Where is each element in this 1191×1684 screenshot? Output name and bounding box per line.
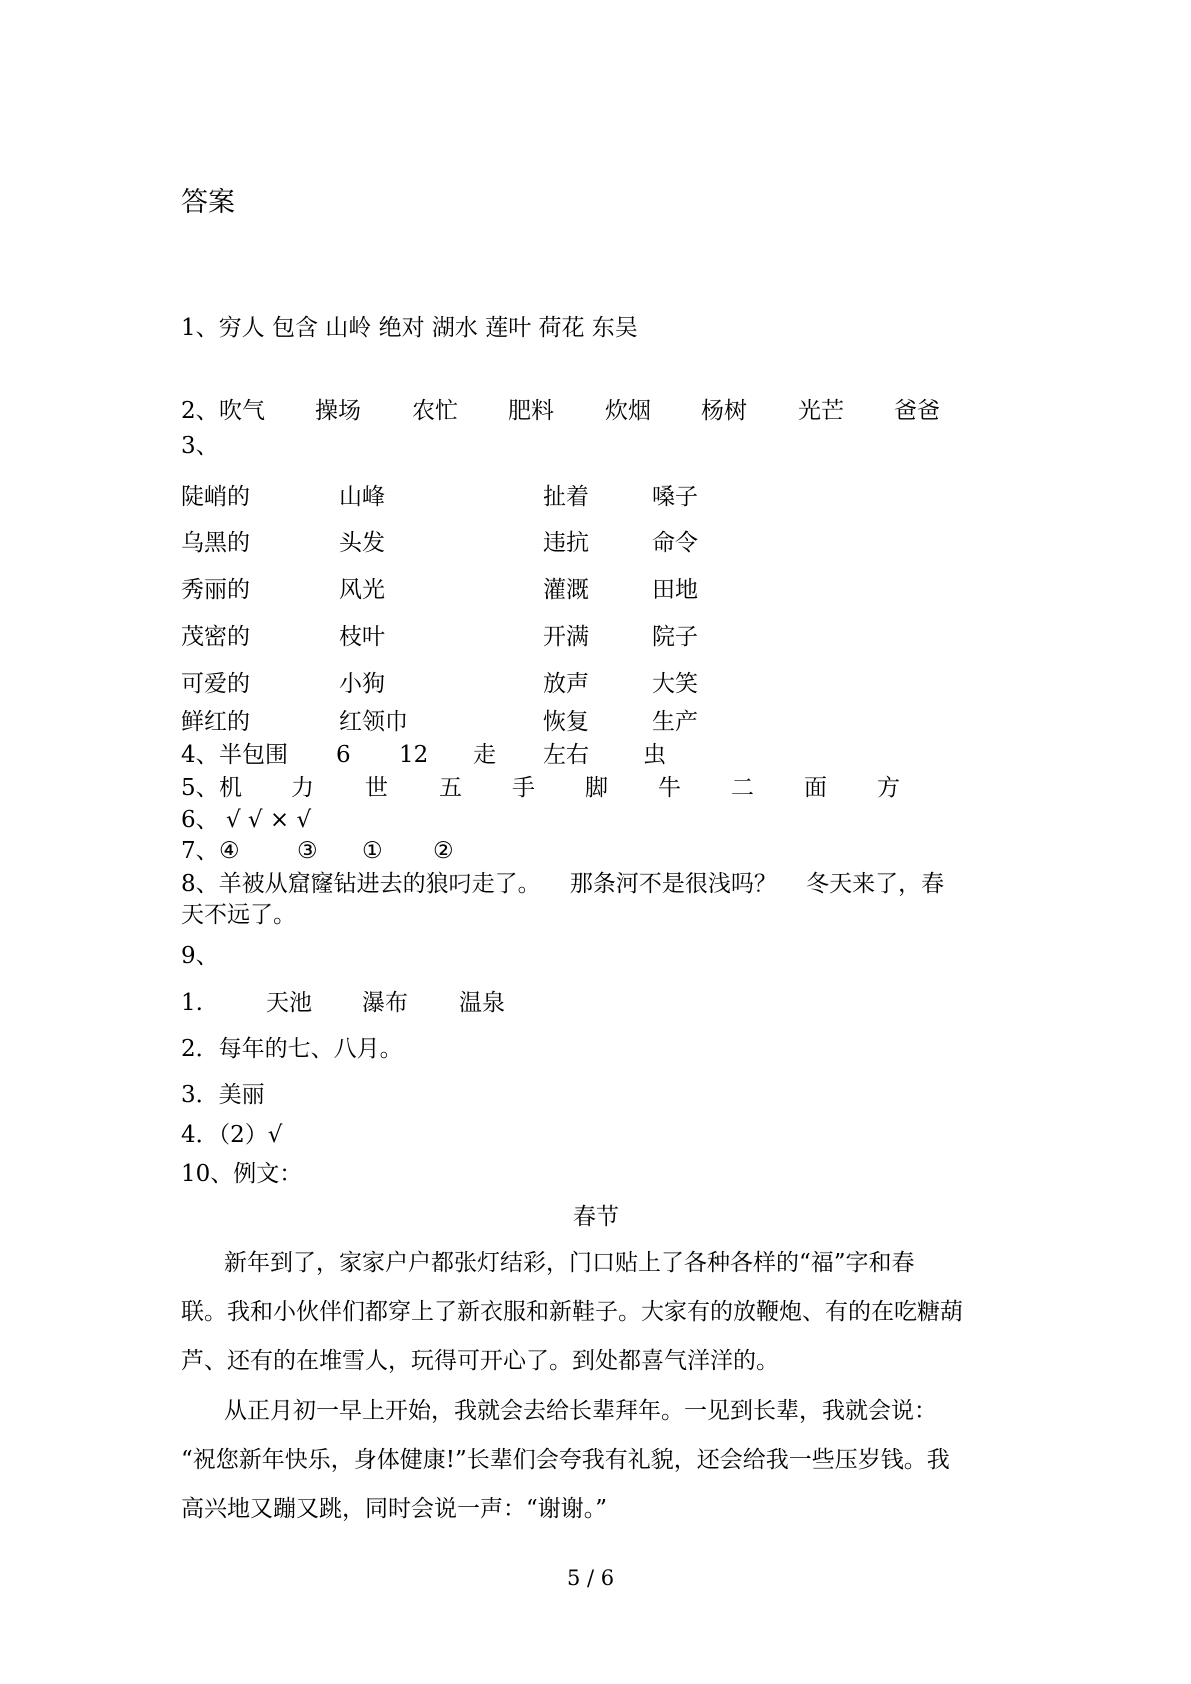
essay-line: 高兴地又蹦又跳，同时会说一声：“谢谢。” [181,1496,608,1522]
answer-3-cell: 头发 [339,530,385,556]
answer-4-item: 6 [336,742,351,768]
answer-7-number: 7、 [181,838,219,864]
answer-5-item: 机 [219,775,242,801]
answer-9-number: 9、 [181,943,219,969]
answer-3-cell: 院子 [652,624,698,650]
answer-9-sub1-item: 天池 [266,990,312,1016]
answer-2-word: 爸爸 [894,398,940,424]
answer-5-item: 牛 [658,775,681,801]
answer-3-cell: 生产 [652,709,698,735]
answer-5-item: 面 [804,775,827,801]
answer-5-item: 五 [439,775,462,801]
answer-9-sub3: 3．美丽 [181,1082,265,1108]
answer-7-item: ③ [297,838,318,864]
answer-5-item: 二 [731,775,754,801]
answer-3-cell: 大笑 [652,671,698,697]
answer-2-word: 操场 [315,398,361,424]
answer-4-item: 走 [473,742,496,768]
answer-4-item: 虫 [643,742,666,768]
answer-2-word: 吹气 [219,398,265,424]
answer-3-cell: 命令 [652,530,698,556]
answer-9-sub2: 2．每年的七、八月。 [181,1036,403,1062]
answer-8-line-2: 天不远了。 [181,902,296,928]
answer-4-item: 12 [399,742,429,768]
answer-9-sub1-number: 1. [181,990,203,1016]
answer-3-cell: 开满 [543,624,589,650]
answer-5-item: 手 [512,775,535,801]
answer-3-cell: 扯着 [543,484,589,510]
answer-3-cell: 茂密的 [181,624,250,650]
answer-3-cell: 灌溉 [543,577,589,603]
answer-4-number: 4、 [181,742,219,768]
answer-10-label: 10、例文： [181,1161,303,1187]
answer-3-cell: 小狗 [339,671,385,697]
answer-7-item: ① [362,838,383,864]
answer-2-word: 杨树 [701,398,747,424]
answer-3-cell: 嗓子 [652,484,698,510]
answer-3-cell: 恢复 [543,709,589,735]
answer-7-item: ④ [219,838,240,864]
answer-2-number: 2、 [181,398,219,424]
essay-line: 新年到了，家家户户都张灯结彩，门口贴上了各种各样的“福”字和春 [224,1250,915,1276]
answer-3-cell: 乌黑的 [181,530,250,556]
answer-2-word: 农忙 [412,398,458,424]
answer-3-cell: 违抗 [543,530,589,556]
answer-3-cell: 鲜红的 [181,709,250,735]
answer-5-item: 方 [877,775,900,801]
answer-3-cell: 风光 [339,577,385,603]
answer-4-item: 半包围 [219,742,288,768]
answer-3-number: 3、 [181,433,219,459]
answer-5-number: 5、 [181,775,219,801]
answer-5-item: 力 [291,775,314,801]
essay-line: 从正月初一早上开始，我就会去给长辈拜年。一见到长辈，我就会说： [224,1398,937,1424]
essay-line: 联。我和小伙伴们都穿上了新衣服和新鞋子。大家有的放鞭炮、有的在吃糖葫 [181,1299,963,1325]
answer-3-cell: 放声 [543,671,589,697]
answer-3-cell: 可爱的 [181,671,250,697]
page-title: 答案 [181,187,235,218]
answer-3-cell: 秀丽的 [181,577,250,603]
answer-9-sub1-item: 温泉 [459,990,505,1016]
answer-3-cell: 田地 [652,577,698,603]
page-number: 5 / 6 [567,1566,615,1590]
answer-2-word: 肥料 [508,398,554,424]
answer-5-item: 脚 [585,775,608,801]
answer-5-item: 世 [365,775,388,801]
essay-title: 春节 [573,1204,619,1230]
answer-9-sub4: 4．（2）√ [181,1122,283,1148]
answer-3-cell: 山峰 [339,484,385,510]
answer-6: 6、 √ √ × √ [181,807,312,833]
answer-8-line-1: 8、羊被从窟窿钻进去的狼叼走了。 那条河不是很浅吗？ 冬天来了，春 [181,871,945,897]
answer-2-word: 光芒 [798,398,844,424]
answer-4-item: 左右 [543,742,589,768]
essay-line: 芦、还有的在堆雪人，玩得可开心了。到处都喜气洋洋的。 [181,1348,779,1374]
answer-1: 1、穷人 包含 山岭 绝对 湖水 莲叶 荷花 东吴 [181,315,638,341]
answer-3-cell: 枝叶 [339,624,385,650]
answer-3-cell: 红领巾 [339,709,408,735]
essay-line: “祝您新年快乐，身体健康!”长辈们会夸我有礼貌，还会给我一些压岁钱。我 [181,1447,950,1473]
answer-2-word: 炊烟 [605,398,651,424]
answer-9-sub1-item: 瀑布 [362,990,408,1016]
answer-3-cell: 陡峭的 [181,484,250,510]
answer-7-item: ② [433,838,454,864]
